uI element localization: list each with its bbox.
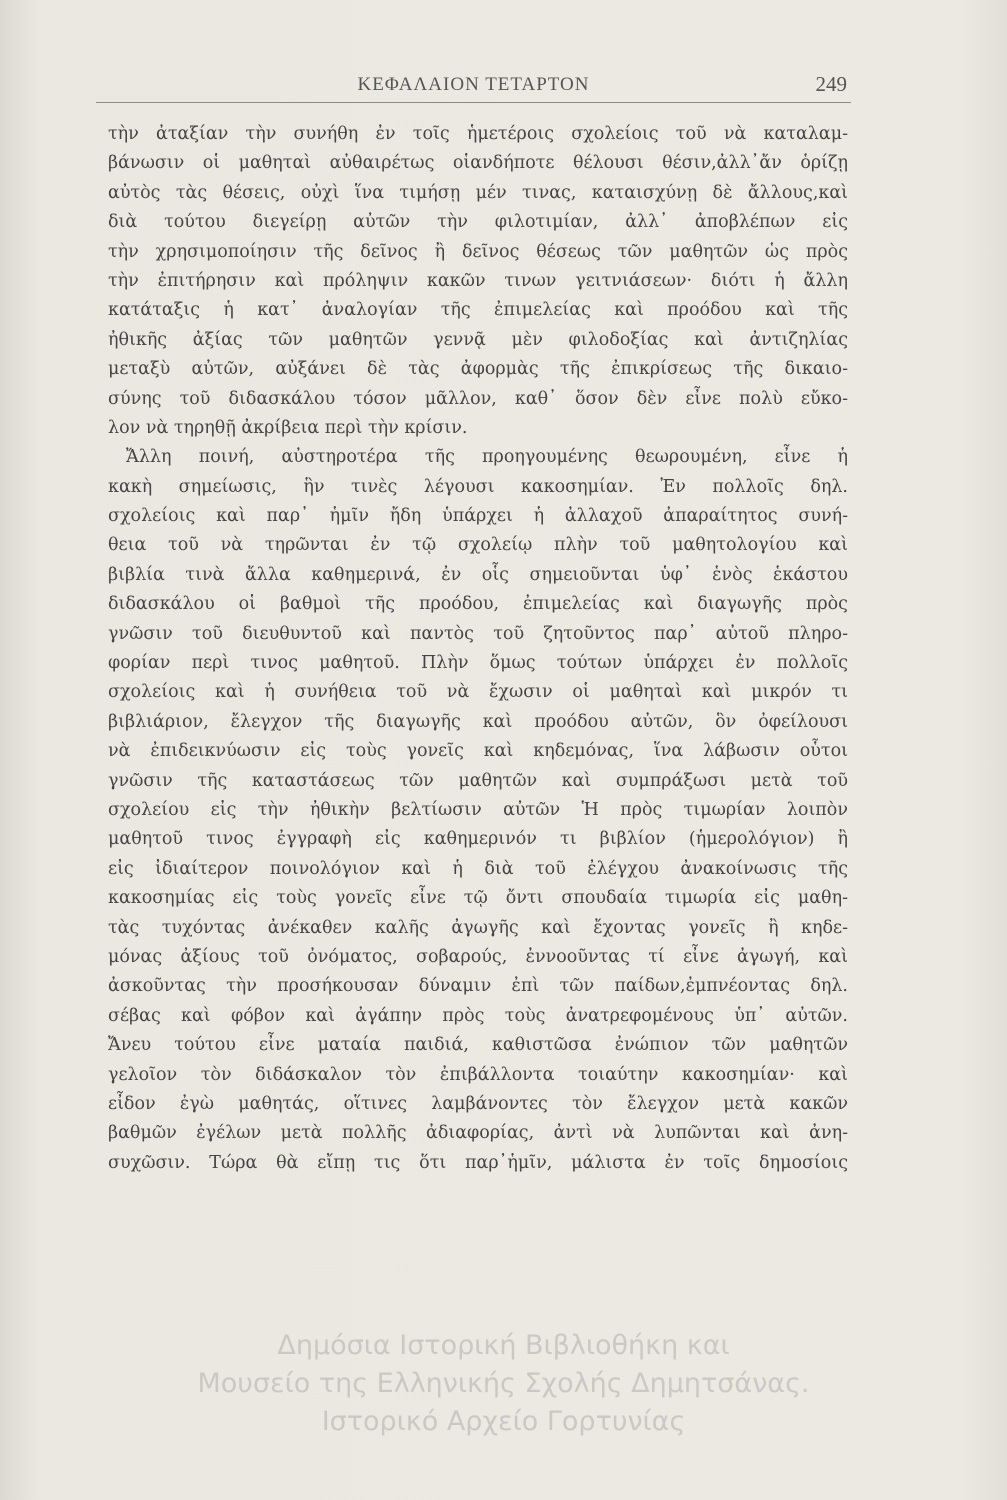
text-line: εἶδον ἐγὼ μαθητάς, οἵτινες λαμβάνοντες τὸν ἔλεγχον μετὰ κακῶν	[108, 1093, 848, 1114]
watermark-line-1: Δημόσια Ιστορική Βιβλιοθήκη και	[277, 1330, 730, 1361]
text-line: σχολείοις καὶ παρ᾽ ἡμῖν ἤδη ὑπάρχει ἡ ἀλλαχοῦ ἀπαραίτητος συνή-	[108, 506, 848, 527]
text-line: τὴν ἀταξίαν τὴν συνήθη ἐν τοῖς ἡμετέροις σχολείοις τοῦ νὰ καταλαμ-	[108, 124, 848, 144]
text-line: τὰς τυχόντας ἀνέκαθεν καλῆς ἀγωγῆς καὶ ἔχοντας γονεῖς ἢ κηδε-	[108, 917, 848, 938]
text-line: λον νὰ τηρηθῇ ἀκρίβεια περὶ τὴν κρίσιν.	[108, 417, 468, 438]
page-number: 249	[815, 72, 847, 96]
paragraph-start-line: Ἄλλη ποινή, αὐστηροτέρα τῆς προηγουμένης θεωρουμένη, εἶνε ἡ	[126, 447, 848, 468]
text-line: ἀσκοῦντας τὴν προσήκουσαν δύναμιν ἐπὶ τῶν παίδων,ἐμπνέοντας δηλ.	[108, 976, 848, 997]
text-line: νὰ ἐπιδεικνύωσιν εἰς τοὺς γονεῖς καὶ κηδεμόνας, ἵνα λάβωσιν οὗτοι	[108, 741, 848, 762]
text-line: σύνης τοῦ διδασκάλου τόσον μᾶλλον, καθ᾽ ὅσον δὲν εἶνε πολὺ εὔκο-	[108, 388, 848, 409]
text-line: βιβλία τινὰ ἄλλα καθημερινά, ἐν οἷς σημειοῦνται ὑφ᾽ ἑνὸς ἑκάστου	[108, 564, 848, 585]
text-line: τὴν χρησιμοποίησιν τῆς δεῖνος ἢ δεῖνος θέσεως τῶν μαθητῶν ὡς πρὸς	[108, 241, 848, 262]
text-line: κακὴ σημείωσις, ἣν τινὲς λέγουσι κακοσημίαν. Ἐν πολλοῖς δηλ.	[108, 476, 848, 497]
text-line: συχῶσιν. Τώρα θὰ εἴπῃ τις ὅτι παρ᾽ἡμῖν, μάλιστα ἐν τοῖς δημοσίοις	[108, 1152, 848, 1173]
text-line: φορίαν περὶ τινος μαθητοῦ. Πλὴν ὅμως τούτων ὑπάρχει ἐν πολλοῖς	[108, 653, 848, 674]
text-line: μεταξὺ αὐτῶν, αὐξάνει δὲ τὰς ἀφορμὰς τῆς ἐπικρίσεως τῆς δικαιο-	[108, 359, 848, 380]
text-line: θεια τοῦ νὰ τηρῶνται ἐν τῷ σχολείῳ πλὴν τοῦ μαθητολογίου καὶ	[108, 535, 848, 556]
text-line: εἰς ἰδιαίτερον ποινολόγιον καὶ ἡ διὰ τοῦ ἐλέγχου ἀνακοίνωσις τῆς	[108, 858, 848, 879]
text-line: βαθμῶν ἐγέλων μετὰ πολλῆς ἀδιαφορίας, ἀντὶ νὰ λυπῶνται καὶ ἀνη-	[108, 1123, 848, 1144]
watermark-line-2: Μουσείο της Ελληνικής Σχολής Δημητσάνας.	[197, 1368, 810, 1399]
text-line: τὴν ἐπιτήρησιν καὶ πρόληψιν κακῶν τινων γειτνιάσεων· διότι ἡ ἄλλη	[108, 270, 848, 291]
text-line: σέβας καὶ φόβον καὶ ἀγάπην πρὸς τοὺς ἀνατρεφομένους ὑπ᾽ αὐτῶν.	[108, 1005, 848, 1026]
text-line: διδασκάλου οἱ βαθμοὶ τῆς προόδου, ἐπιμελείας καὶ διαγωγῆς πρὸς	[108, 594, 848, 615]
text-line: γνῶσιν τοῦ διευθυντοῦ καὶ παντὸς τοῦ ζητοῦντος παρ᾽ αὐτοῦ πληρο-	[108, 623, 848, 644]
text-line: μόνας ἀξίους τοῦ ὀνόματος, σοβαρούς, ἐννοοῦντας τί εἶνε ἀγωγή, καὶ	[108, 946, 848, 967]
text-line: διὰ τούτου διεγείρῃ αὐτῶν τὴν φιλοτιμίαν, ἀλλ᾽ ἀποβλέπων εἰς	[108, 212, 848, 233]
text-line: κακοσημίας εἰς τοὺς γονεῖς εἶνε τῷ ὄντι σπουδαία τιμωρία εἰς μαθη-	[108, 888, 848, 909]
text-line: σχολείου εἰς τὴν ἠθικὴν βελτίωσιν αὐτῶν Ἡ πρὸς τιμωρίαν λοιπὸν	[108, 799, 848, 820]
watermark-line-3: Ιστορικό Αρχείο Γορτυνίας	[321, 1406, 686, 1437]
text-line: μαθητοῦ τινος ἐγγραφὴ εἰς καθημερινόν τι βιβλίον (ἡμερολόγιον) ἢ	[108, 829, 848, 850]
body-text	[108, 120, 848, 1207]
text-line: βιβλιάριον, ἔλεγχον τῆς διαγωγῆς καὶ προόδου αὐτῶν, ὃν ὀφείλουσι	[108, 711, 848, 732]
chapter-title: ΚΕΦΑΛΑΙΟΝ ΤΕΤΑΡΤΟΝ	[357, 74, 590, 95]
text-line: σχολείοις καὶ ἡ συνήθεια τοῦ νὰ ἔχωσιν οἱ μαθηταὶ καὶ μικρόν τι	[108, 682, 848, 703]
text-line: κατάταξις ἡ κατ᾽ ἀναλογίαν τῆς ἐπιμελείας καὶ προόδου καὶ τῆς	[108, 300, 848, 321]
text-line: βάνωσιν οἱ μαθηταὶ αὐθαιρέτως οἱανδήποτε θέλουσι θέσιν,ἀλλ᾽ἄν ὁρίζῃ	[108, 153, 848, 174]
running-header	[96, 66, 851, 103]
text-line: ἠθικῆς ἀξίας τῶν μαθητῶν γεννᾷ μὲν φιλοδοξίας καὶ ἀντιζηλίας	[108, 329, 848, 350]
text-line: αὐτὸς τὰς θέσεις, οὐχὶ ἵνα τιμήσῃ μέν τινας, καταισχύνῃ δὲ ἄλλους,καὶ	[108, 182, 848, 203]
text-line: γνῶσιν τῆς καταστάσεως τῶν μαθητῶν καὶ συμπράξωσι μετὰ τοῦ	[108, 770, 848, 791]
text-line: Ἄνευ τούτου εἶνε ματαία παιδιά, καθιστῶσα ἐνώπιον τῶν μαθητῶν	[108, 1035, 848, 1056]
text-line: γελοῖον τὸν διδάσκαλον τὸν ἐπιβάλλοντα τοιαύτην κακοσημίαν· καὶ	[108, 1064, 848, 1085]
text-line	[108, 1178, 848, 1207]
